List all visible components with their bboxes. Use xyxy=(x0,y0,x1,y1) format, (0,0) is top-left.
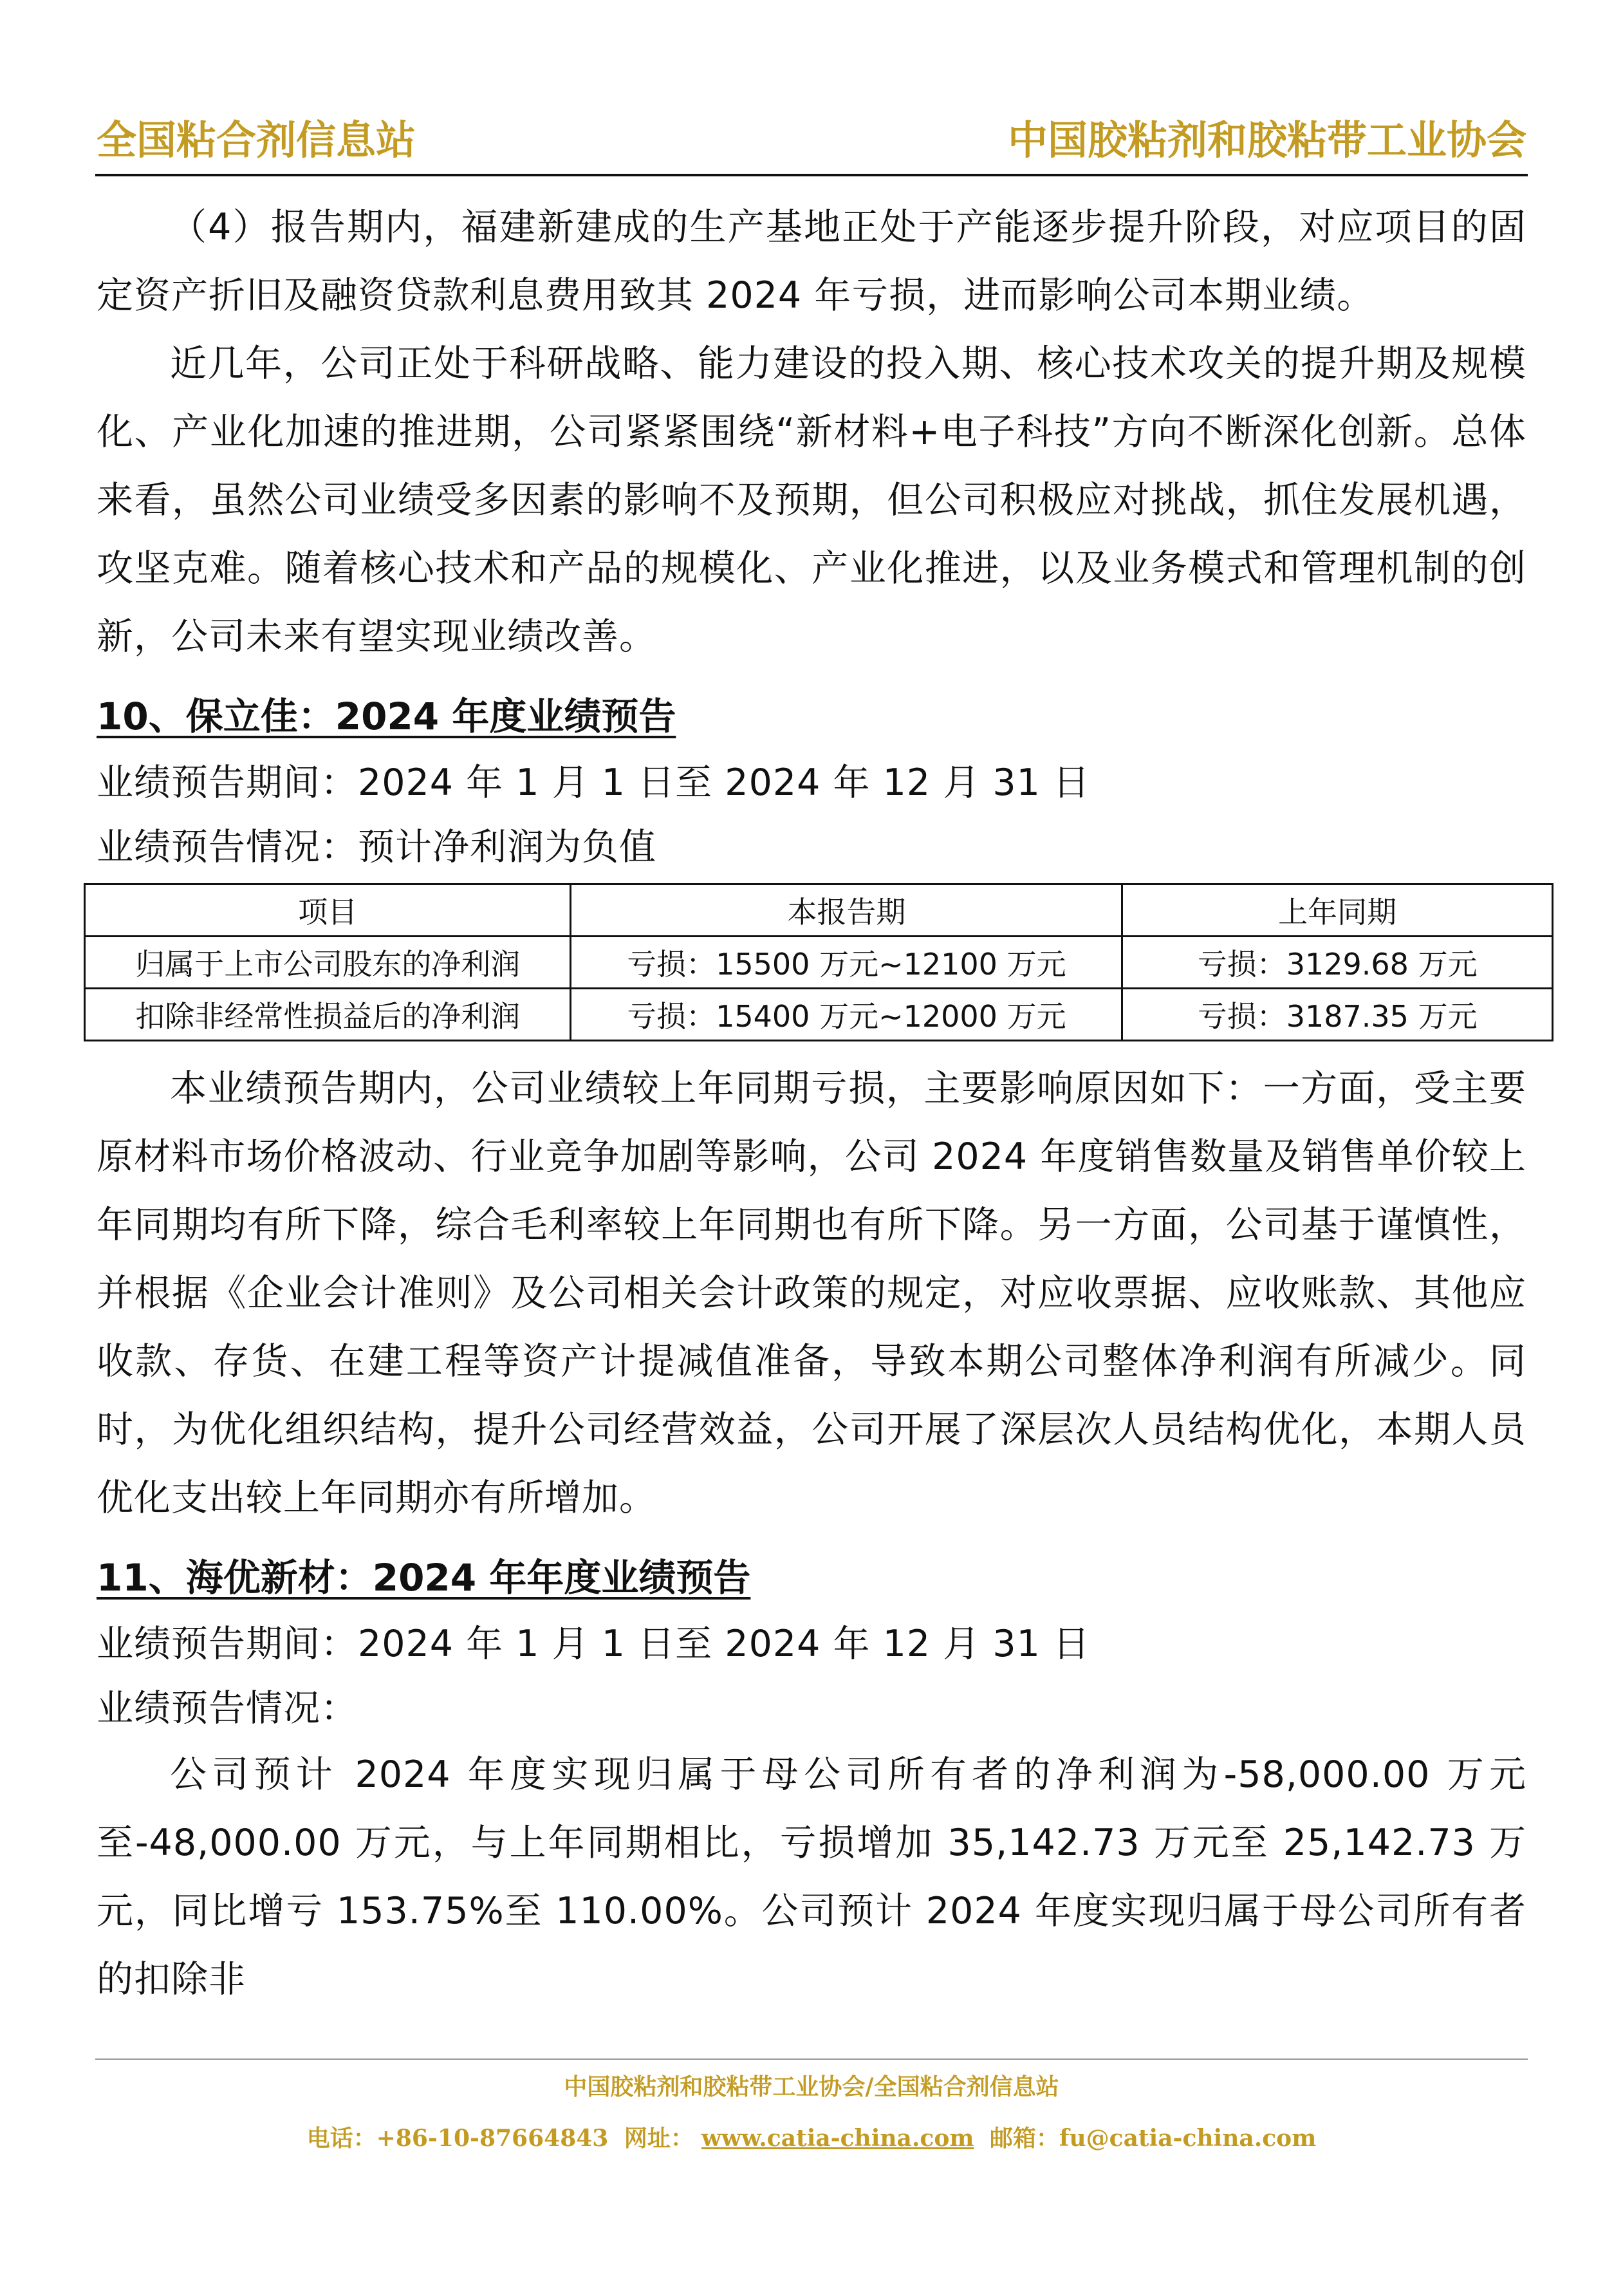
table-cell: 扣除非经常性损益后的净利润 xyxy=(85,989,571,1041)
footer-website-link[interactable]: www.catia-china.com xyxy=(701,2125,974,2152)
document-body xyxy=(97,193,1526,2013)
footer-contact xyxy=(0,2119,1623,2158)
table-header-prior: 上年同期 xyxy=(1122,884,1553,937)
table-cell: 亏损：3187.35 万元 xyxy=(1122,989,1553,1041)
table-row xyxy=(85,937,1553,989)
footer-email[interactable]: 邮箱：fu@catia-china.com xyxy=(989,2125,1317,2152)
section-11-heading: 11、海优新材：2024 年年度业绩预告 xyxy=(97,1556,751,1600)
table-header-row xyxy=(85,884,1553,937)
footer-website-label: 网址： xyxy=(624,2125,694,2152)
section-10-period: 业绩预告期间：2024 年 1 月 1 日至 2024 年 12 月 31 日 xyxy=(97,761,1091,804)
table-row xyxy=(85,989,1553,1041)
section-11-period: 业绩预告期间：2024 年 1 月 1 日至 2024 年 12 月 31 日 xyxy=(97,1623,1091,1665)
footer-phone: 电话：+86-10-87664843 xyxy=(306,2125,609,2152)
header-association-name: 中国胶粘剂和胶粘带工业协会 xyxy=(1007,117,1526,163)
footer-organization: 中国胶粘剂和胶粘带工业协会/全国粘合剂信息站 xyxy=(564,2073,1059,2100)
table-cell: 归属于上市公司股东的净利润 xyxy=(85,937,571,989)
table-header-item: 项目 xyxy=(85,884,571,937)
table-cell: 亏损：15400 万元~12000 万元 xyxy=(571,989,1122,1041)
table-cell: 亏损：3129.68 万元 xyxy=(1122,937,1553,989)
section-10-paragraph: 本业绩预告期内，公司业绩较上年同期亏损，主要影响原因如下：一方面，受主要原材料市场价格波动、行业竞争加剧等影响，公司 2024 年度销售数量及销售单价较上年同期均有所下降，综合毛利率较上年同期也有所下降。另一方面，公司基于谨慎性，并根据《企业会计准则》及公司相关会计政策的规定，对应收票据、应收账款、其他应收款、存货、在建工程等资产计提减值准备，导致本期公司整体净利润有所减少。同时，为优化组织结构，提升公司经营效益，公司开展了深层次人员结构优化，本期人员优化支出较上年同期亦有所增加。 xyxy=(97,1067,1526,1519)
forecast-table xyxy=(84,883,1553,1041)
section-11-situation: 业绩预告情况： xyxy=(97,1687,358,1730)
intro-paragraph-2: 近几年，公司正处于科研战略、能力建设的投入期、核心技术攻关的提升期及规模化、产业化加速的推进期，公司紧紧围绕“新材料+电子科技”方向不断深化创新。总体来看，虽然公司业绩受多因素的影响不及预期，但公司积极应对挑战，抓住发展机遇，攻坚克难。随着核心技术和产品的规模化、产业化推进，以及业务模式和管理机制的创新，公司未来有望实现业绩改善。 xyxy=(97,342,1526,658)
table-cell: 亏损：15500 万元~12100 万元 xyxy=(571,937,1122,989)
footer-divider xyxy=(95,2058,1528,2060)
section-11-paragraph: 公司预计 2024 年度实现归属于母公司所有者的净利润为-58,000.00 万元至-48,000.00 万元，与上年同期相比，亏损增加 35,142.73 万元至 25,142.73 万元，同比增亏 153.75%至 110.00%。公司预计 2024 年度实现归属于母公司所有者的扣除非 xyxy=(97,1753,1526,2001)
section-10-heading: 10、保立佳：2024 年度业绩预告 xyxy=(97,695,676,738)
header-divider xyxy=(95,174,1528,176)
header-site-name: 全国粘合剂信息站 xyxy=(97,117,416,163)
section-10-situation: 业绩预告情况：预计净利润为负值 xyxy=(97,826,656,868)
table-header-current: 本报告期 xyxy=(571,884,1122,937)
intro-paragraph-1: （4）报告期内，福建新建成的生产基地正处于产能逐步提升阶段，对应项目的固定资产折旧及融资贷款利息费用致其 2024 年亏损，进而影响公司本期业绩。 xyxy=(97,206,1526,317)
